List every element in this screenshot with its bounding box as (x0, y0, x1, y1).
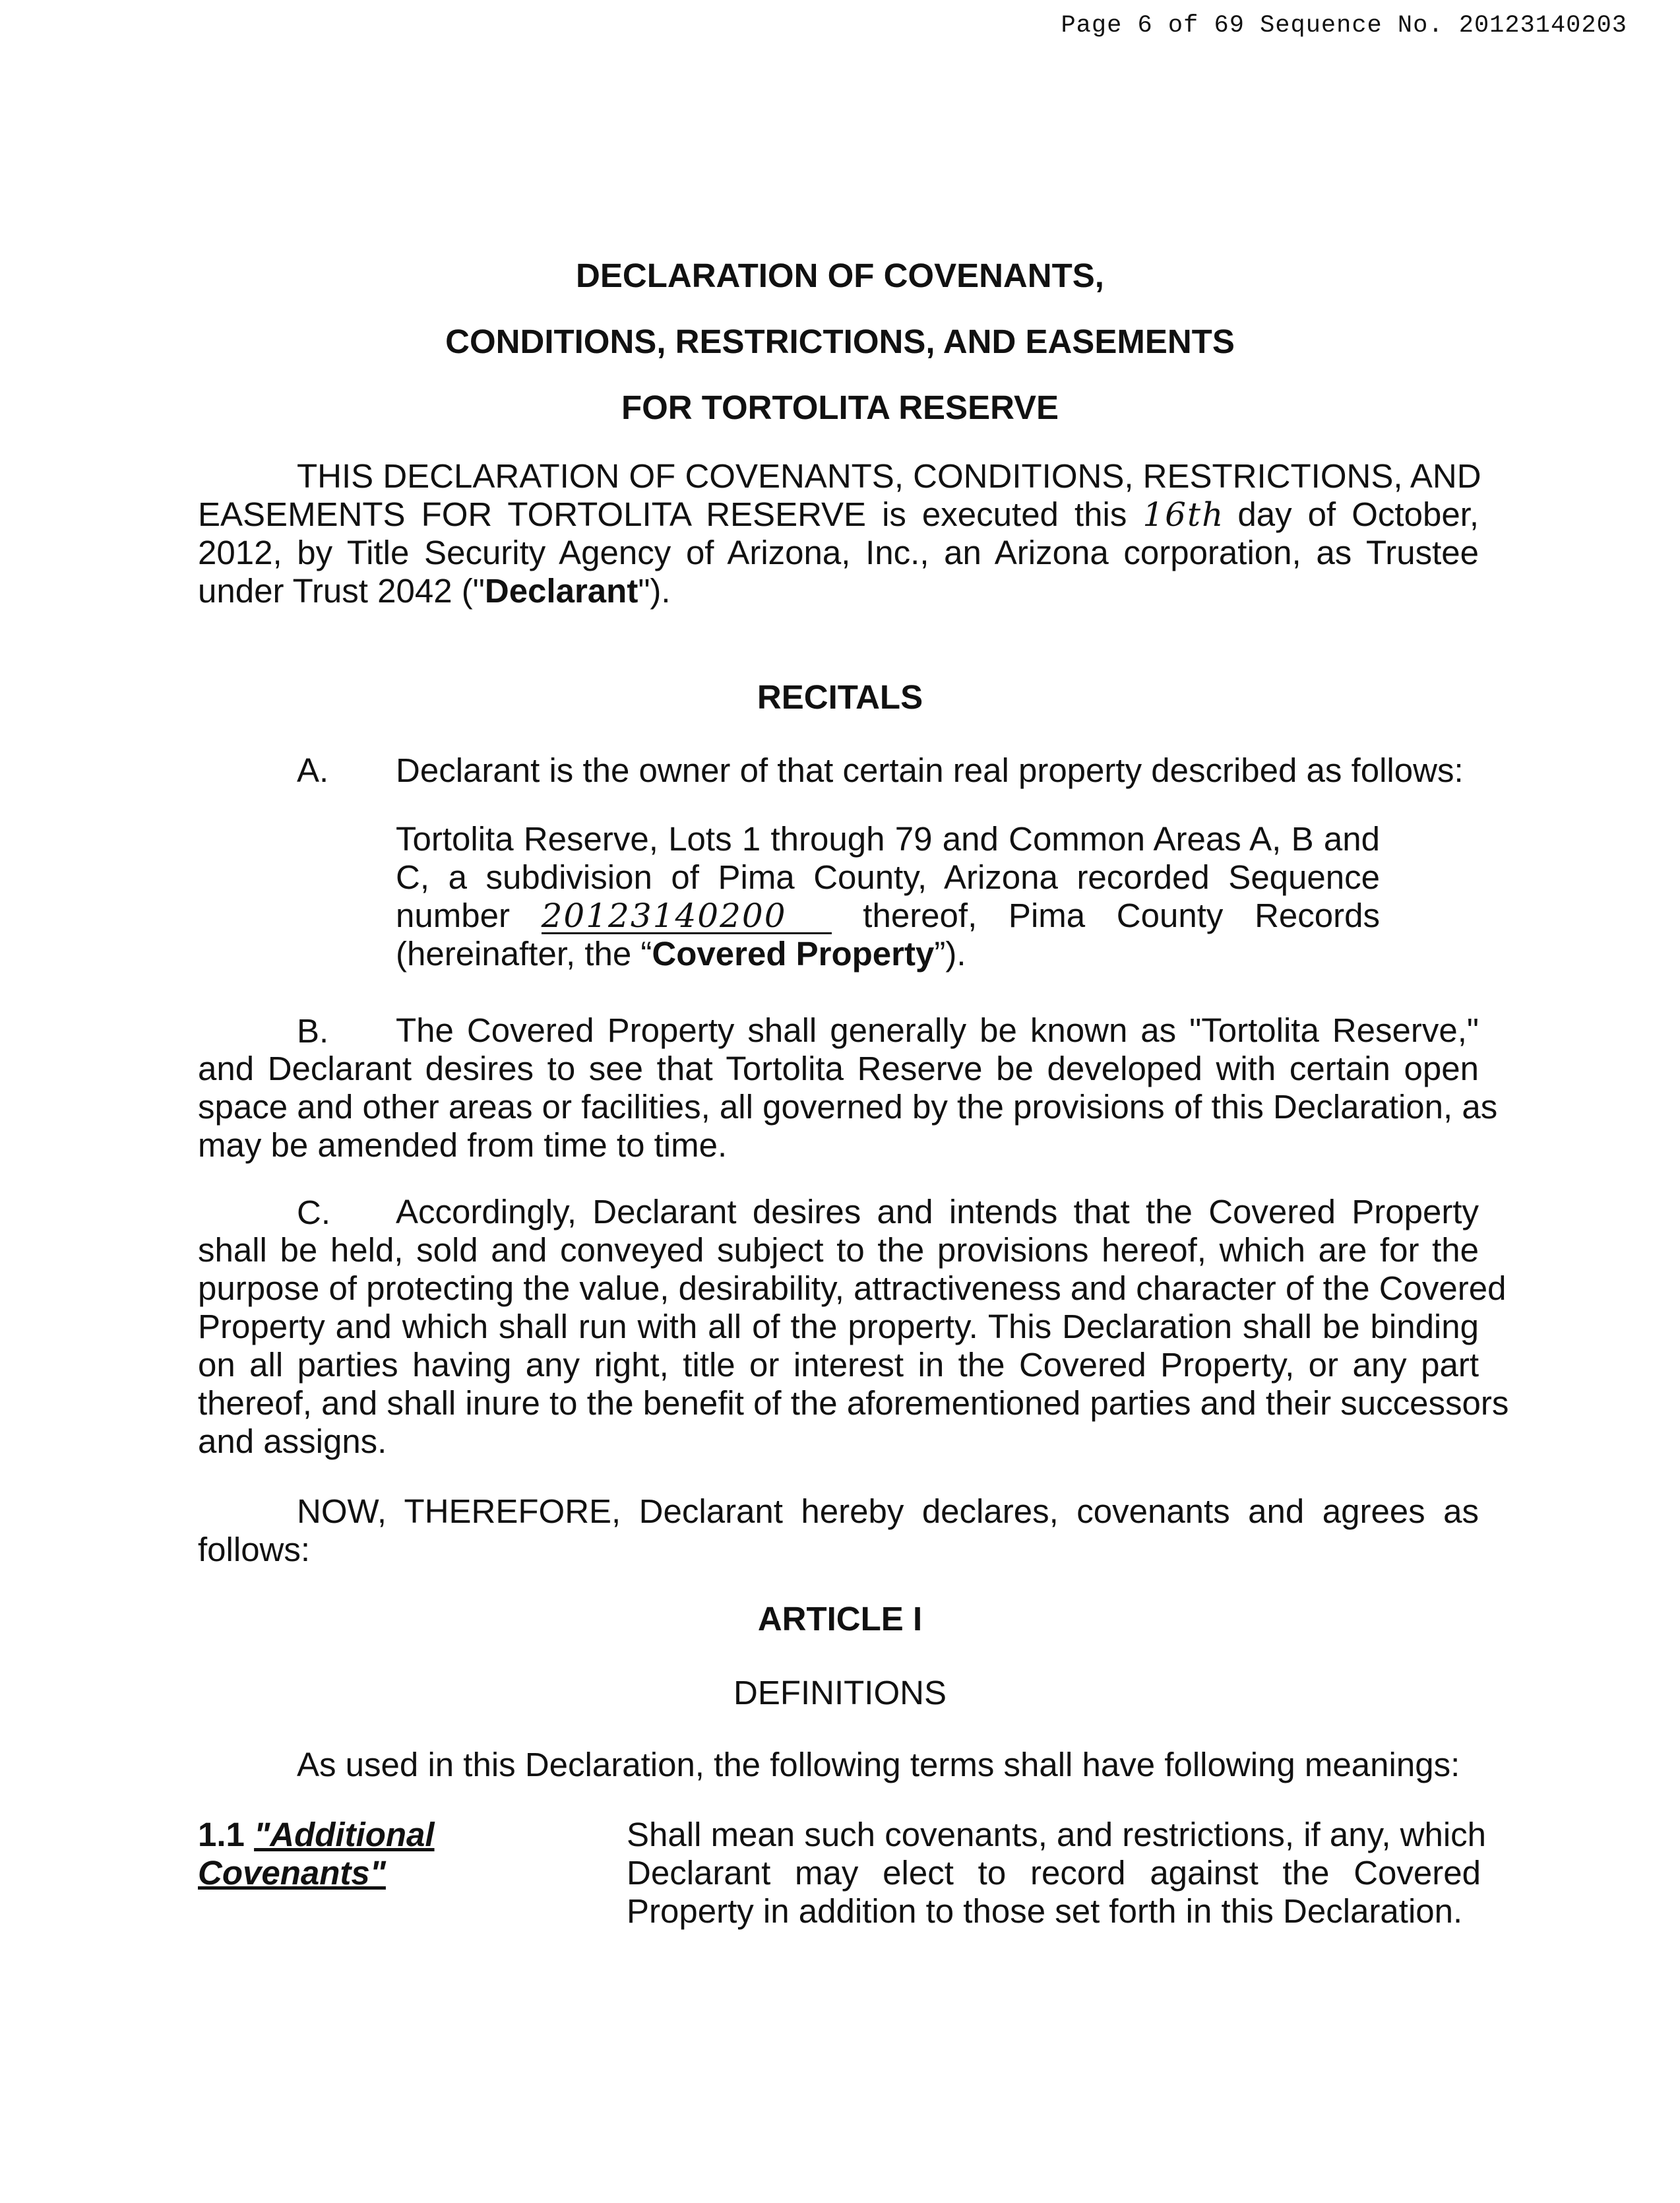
declarant-term: Declarant (484, 572, 638, 610)
recital-a-sub-line-4 (396, 935, 1380, 973)
intro-line-2-before: EASEMENTS FOR TORTOLITA RESERVE is executed this (198, 495, 1127, 533)
definition-1-1-term-line-1: "Additional (254, 1816, 435, 1853)
recital-a-sub-line-4-before: (hereinafter, the “ (396, 935, 652, 973)
handwritten-sequence-number: 20123140200 (542, 899, 832, 934)
intro-line-1: THIS DECLARATION OF COVENANTS, CONDITIONS, RESTRICTIONS, AND (297, 457, 1481, 495)
handwritten-day: 16th (1142, 495, 1225, 534)
recital-a-sub-line-3-before: number (396, 897, 510, 934)
recitals-heading: RECITALS (757, 678, 923, 716)
article-heading: ARTICLE I (757, 1600, 923, 1638)
recital-c-line-2: shall be held, sold and conveyed subject to the provisions hereof, which are for the (198, 1231, 1479, 1269)
definition-1-1-term-line-2: Covenants" (198, 1854, 386, 1892)
recital-c-line-7: and assigns. (198, 1422, 387, 1460)
recital-c-line-3: purpose of protecting the value, desirability, attractiveness and character of the Covered (198, 1269, 1507, 1307)
recital-b-line-3: space and other areas or facilities, all governed by the provisions of this Declaration, as (198, 1088, 1498, 1126)
recital-a-sub-line-2: C, a subdivision of Pima County, Arizona recorded Sequence (396, 858, 1380, 896)
recital-a-property-description (396, 820, 1380, 973)
definition-1-1-line-3: Property in addition to those set forth in this Declaration. (627, 1892, 1463, 1930)
recital-a-label: A. (297, 751, 329, 789)
recital-a-text: Declarant is the owner of that certain real property described as follows: (396, 751, 1464, 789)
intro-line-4-after: "). (638, 572, 671, 610)
article-subheading: DEFINITIONS (733, 1674, 947, 1711)
now-therefore-line-1: NOW, THEREFORE, Declarant hereby declares, covenants and agrees as (297, 1492, 1479, 1530)
intro-line-4 (198, 572, 1479, 610)
definition-1-1-number: 1.1 (198, 1816, 245, 1853)
intro-line-4-before: under Trust 2042 (" (198, 572, 485, 610)
definition-1-1-body (627, 1816, 1487, 1931)
intro-line-3: 2012, by Title Security Agency of Arizona, Inc., an Arizona corporation, as Trustee (198, 534, 1479, 571)
recital-c-paragraph (198, 1193, 1509, 1461)
intro-line-2 (198, 495, 1479, 534)
recital-b-label: B. (297, 1012, 329, 1050)
definitions-intro: As used in this Declaration, the following terms shall have following meanings: (297, 1746, 1460, 1783)
recital-b-paragraph (198, 1011, 1498, 1165)
intro-line-2-after: day of October, (1237, 495, 1479, 533)
recital-c-label: C. (297, 1194, 330, 1231)
recital-c-line-4: Property and which shall run with all of the property. This Declaration shall be binding (198, 1308, 1479, 1345)
page-header: Page 6 of 69 Sequence No. 20123140203 (1061, 12, 1627, 40)
recital-b-line-1: The Covered Property shall generally be known as "Tortolita Reserve," (396, 1011, 1479, 1049)
definition-1-1-line-1: Shall mean such covenants, and restrictions, if any, which (627, 1816, 1487, 1853)
covered-property-term: Covered Property (652, 935, 935, 973)
title-line-2: CONDITIONS, RESTRICTIONS, AND EASEMENTS (445, 323, 1235, 360)
recital-b-line-2: and Declarant desires to see that Tortolita Reserve be developed with certain open (198, 1050, 1479, 1087)
title-line-1: DECLARATION OF COVENANTS, (576, 257, 1104, 294)
recital-c-line-5: on all parties having any right, title or interest in the Covered Property, or any part (198, 1346, 1479, 1384)
definition-1-1-line-2: Declarant may elect to record against the Covered (627, 1854, 1481, 1892)
recital-a-sub-line-1: Tortolita Reserve, Lots 1 through 79 and Common Areas A, B and (396, 820, 1380, 858)
now-therefore-line-2: follows: (198, 1531, 311, 1568)
intro-paragraph (198, 457, 1479, 610)
definition-1-1-term (198, 1816, 435, 1892)
recital-a-sub-line-4-after: ”). (934, 935, 966, 973)
title-line-3: FOR TORTOLITA RESERVE (621, 389, 1059, 426)
recital-c-line-1: Accordingly, Declarant desires and intends that the Covered Property (396, 1193, 1479, 1230)
now-therefore-paragraph (198, 1492, 1479, 1569)
recital-a-sub-line-3 (396, 897, 1380, 935)
recital-b-line-4: may be amended from time to time. (198, 1126, 728, 1164)
recital-a-sub-line-3-after: thereof, Pima County Records (863, 897, 1380, 934)
recital-c-line-6: thereof, and shall inure to the benefit of the aforementioned parties and their successors (198, 1384, 1509, 1422)
